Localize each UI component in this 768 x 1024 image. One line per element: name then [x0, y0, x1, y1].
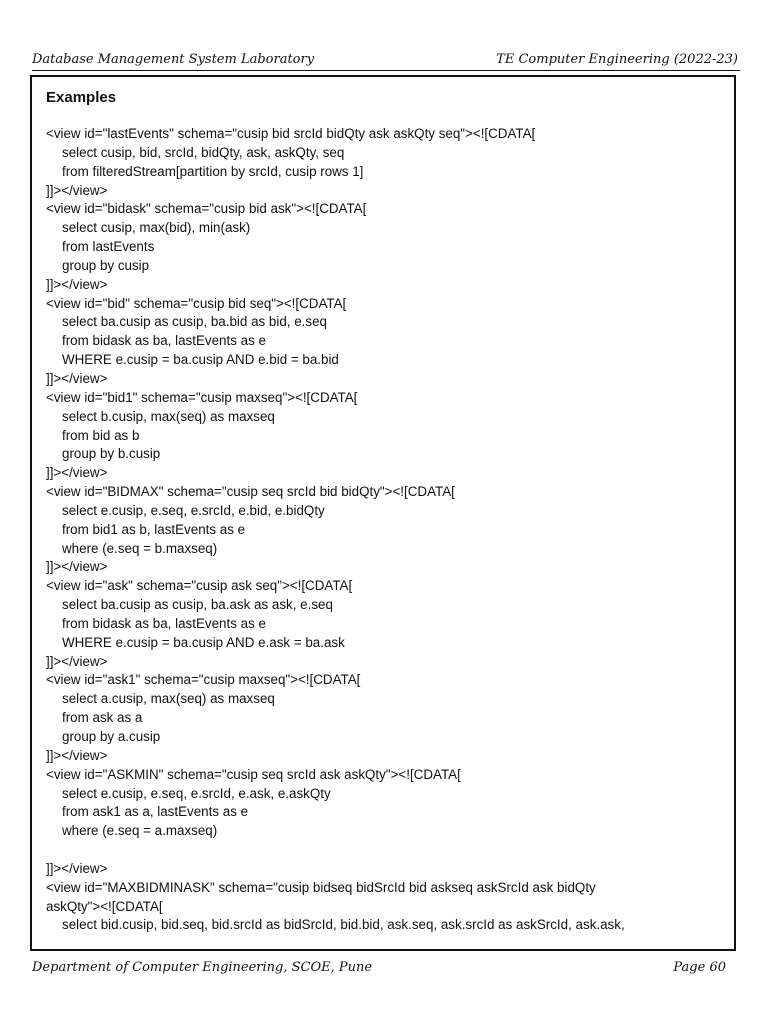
code-line: select cusip, bid, srcId, bidQty, ask, askQty, seq: [62, 144, 345, 160]
code-line: from filteredStream[partition by srcId, cusip rows 1]: [62, 163, 364, 179]
code-line: select b.cusip, max(seq) as maxseq: [62, 408, 275, 424]
code-line: ]]></view>: [46, 747, 108, 763]
code-line: ]]></view>: [46, 559, 108, 575]
code-line: <view id="bid1" schema="cusip maxseq"><![CDATA[: [46, 389, 358, 405]
header-class-year: TE Computer Engineering (2022-23): [496, 52, 738, 67]
code-line: select a.cusip, max(seq) as maxseq: [62, 691, 275, 707]
code-line: from bidask as ba, lastEvents as e: [62, 333, 266, 349]
code-line: <view id="bid" schema="cusip bid seq"><![CDATA[: [46, 295, 347, 311]
code-line: from bidask as ba, lastEvents as e: [62, 615, 266, 631]
code-line: from ask1 as a, lastEvents as e: [62, 804, 249, 820]
page-header: [32, 52, 738, 70]
footer-page-number: Page 60: [673, 960, 726, 975]
code-line: askQty"><![CDATA[: [46, 898, 163, 914]
code-line: group by a.cusip: [62, 729, 161, 744]
section-title: Examples: [46, 89, 117, 106]
code-line: from ask as a: [62, 710, 143, 726]
code-line: WHERE e.cusip = ba.cusip AND e.bid = ba.bid: [62, 352, 339, 368]
code-line: group by cusip: [62, 257, 150, 273]
code-line: select e.cusip, e.seq, e.srcId, e.bid, e.bidQty: [62, 502, 325, 518]
code-line: group by b.cusip: [62, 446, 161, 462]
code-line: select ba.cusip as cusip, ba.ask as ask, e.seq: [62, 597, 333, 613]
code-line: <view id="ASKMIN" schema="cusip seq srcId ask askQty"><![CDATA[: [46, 766, 461, 782]
code-line: <view id="ask1" schema="cusip maxseq"><![CDATA[: [46, 672, 361, 688]
code-line: where (e.seq = a.maxseq): [62, 823, 218, 839]
code-line: ]]></view>: [46, 653, 108, 669]
header-rule: [32, 70, 740, 71]
code-line: <view id="BIDMAX" schema="cusip seq srcId bid bidQty"><![CDATA[: [46, 484, 455, 500]
page-footer: [32, 960, 738, 978]
code-block: [46, 125, 724, 935]
code-line: <view id="MAXBIDMINASK" schema="cusip bidseq bidSrcId bid askseq askSrcId ask bidQty: [46, 879, 596, 895]
header-course-title: Database Management System Laboratory: [32, 52, 315, 67]
footer-department: Department of Computer Engineering, SCOE, Pune: [32, 960, 373, 975]
content-box: [30, 75, 736, 951]
code-line: from bid as b: [62, 427, 140, 443]
code-line: <view id="lastEvents" schema="cusip bid srcId bidQty ask askQty seq"><![CDATA[: [46, 126, 536, 141]
code-line: <view id="ask" schema="cusip ask seq"><![CDATA[: [46, 578, 353, 594]
code-line: select ba.cusip as cusip, ba.bid as bid, e.seq: [62, 314, 327, 330]
code-line: ]]></view>: [46, 276, 108, 292]
code-line: select e.cusip, e.seq, e.srcId, e.ask, e.askQty: [62, 785, 331, 801]
code-line: <view id="bidask" schema="cusip bid ask"><![CDATA[: [46, 201, 367, 217]
code-line: [46, 841, 724, 860]
code-line: ]]></view>: [46, 465, 108, 481]
code-line: select bid.cusip, bid.seq, bid.srcId as bidSrcId, bid.bid, ask.seq, ask.srcId as askSrcId, ask.ask,: [62, 917, 625, 933]
code-line: ]]></view>: [46, 370, 108, 386]
code-line: where (e.seq = b.maxseq): [62, 540, 218, 556]
code-line: from bid1 as b, lastEvents as e: [62, 521, 246, 537]
code-line: ]]></view>: [46, 182, 108, 198]
code-line: select cusip, max(bid), min(ask): [62, 220, 251, 236]
code-line: WHERE e.cusip = ba.cusip AND e.ask = ba.ask: [62, 634, 345, 650]
code-line: ]]></view>: [46, 860, 108, 876]
code-line: from lastEvents: [62, 239, 155, 255]
